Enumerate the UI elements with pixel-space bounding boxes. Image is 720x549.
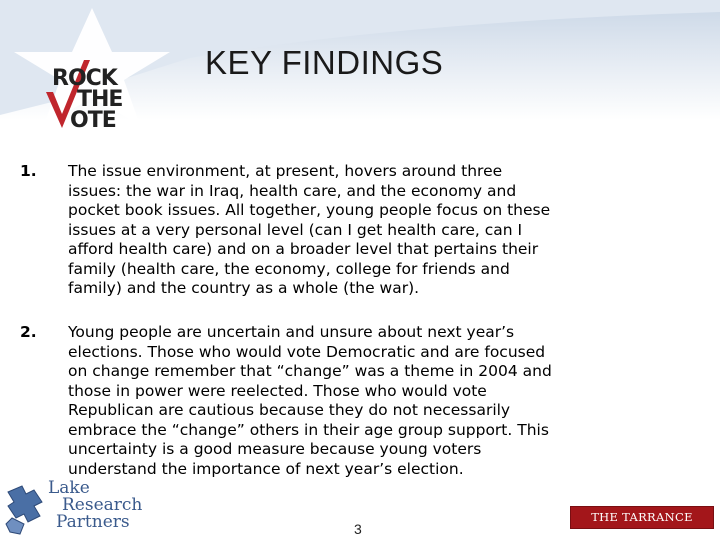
finding-text xyxy=(68,323,698,479)
puzzle-icon xyxy=(2,482,50,540)
text-line: on change remember that “change” was a theme in 2004 and xyxy=(68,362,552,380)
lake-research-logo xyxy=(0,478,150,538)
text-line: uncertainty is a good measure because young voters xyxy=(68,440,482,458)
logo-line-the: THE xyxy=(77,87,123,112)
finding-number: 2. xyxy=(20,323,37,341)
text-line: afford health care) and on a broader level that pertains their xyxy=(68,240,539,258)
text-line: those in power were reelected. Those who would vote xyxy=(68,381,487,400)
text-line: Young people are uncertain and unsure about next year’s xyxy=(68,323,515,341)
finding-text xyxy=(68,162,698,299)
rock-the-vote-logo xyxy=(40,58,135,138)
finding-number: 1. xyxy=(20,162,37,180)
logo-line-ote: OTE xyxy=(70,108,116,133)
text-line: issues at a very personal level (can I get health care, can I xyxy=(68,220,523,239)
page-number: 3 xyxy=(354,521,362,537)
slide-title: KEY FINDINGS xyxy=(205,44,444,81)
lrp-line-partners: Partners xyxy=(56,512,130,532)
text-line: issues: the war in Iraq, health care, and the economy and xyxy=(68,181,517,200)
logo-line-rock: ROCK xyxy=(52,66,117,91)
tarrance-group-logo: THE TARRANCE GROUP xyxy=(570,506,714,529)
text-line: elections. Those who would vote Democratic and are focused xyxy=(68,342,546,361)
lrp-line-research: Research xyxy=(62,495,143,515)
text-line: understand the importance of next year’s election. xyxy=(68,459,464,478)
text-line: Republican are cautious because they do not necessarily xyxy=(68,401,511,419)
text-line: pocket book issues. All together, young people focus on these xyxy=(68,201,551,219)
text-line: embrace the “change” others in their age group support. This xyxy=(68,420,549,439)
text-line: family) and the country as a whole (the war). xyxy=(68,279,420,297)
lrp-line-lake: Lake xyxy=(48,478,90,498)
text-line: family (health care, the economy, college for friends and xyxy=(68,259,510,278)
text-line: The issue environment, at present, hovers around three xyxy=(68,162,503,180)
